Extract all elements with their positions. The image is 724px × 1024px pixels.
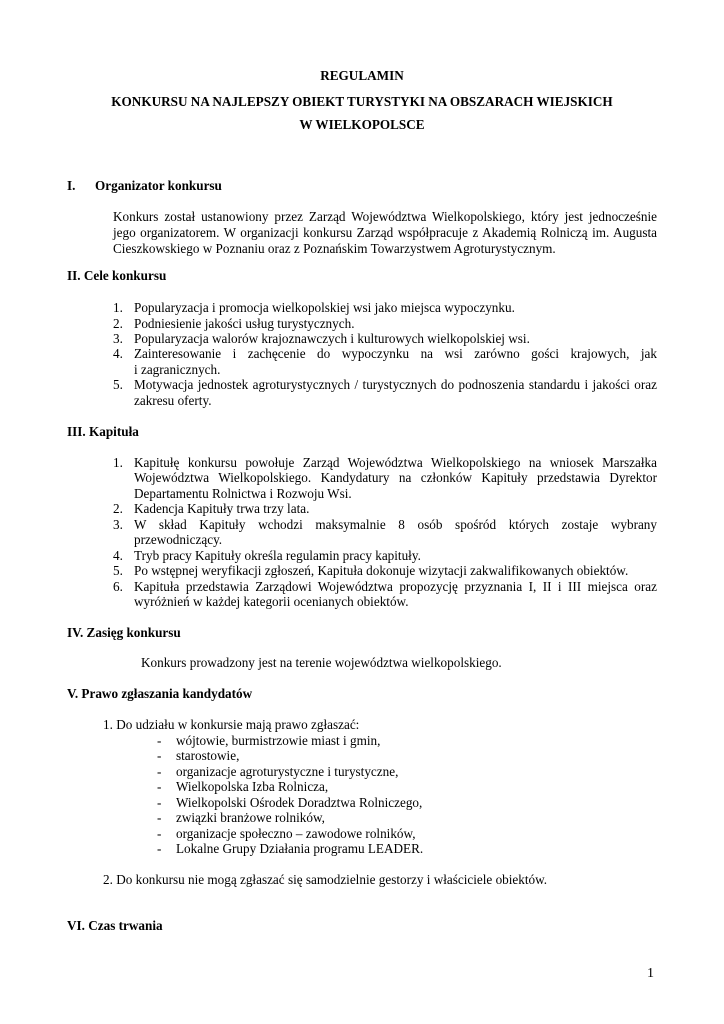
list-item-number: 5. [113,377,123,392]
section-4-heading: IV. Zasięg konkursu [67,625,181,640]
list-item-text: Popularyzacja i promocja wielkopolskiej wsi jako miejsca wypoczynku. [134,300,515,315]
section-5-heading: V. Prawo zgłaszania kandydatów [67,686,253,701]
section-1-para-line-3: Cieszkowskiego w Poznaniu oraz z Poznańskim Towarzystwem Agroturystycznym. [113,241,556,256]
list-item-number: 2. [113,316,123,331]
list-item-number: 4. [113,346,123,361]
dash-bullet: - [157,748,162,763]
list-item-text: przewodniczący. [134,532,223,547]
list-item-number: 2. [113,501,123,516]
list-item-text: Zainteresowanie i zachęcenie do wypoczynku na wsi zarówno gości krajowych, jak [134,346,657,361]
list-item-text: i zagranicznych. [134,362,221,377]
list-item-number: 3. [113,517,123,532]
list-item-text: Popularyzacja walorów krajoznawczych i kulturowych wielkopolskiej wsi. [134,331,530,346]
section-2-heading: II. Cele konkursu [67,268,167,283]
section-3-heading: III. Kapituła [67,424,139,439]
dash-bullet: - [157,764,162,779]
list-item-text: Departamentu Rolnictwa i Rozwoju Wsi. [134,486,352,501]
bullet-text: Wielkopolski Ośrodek Doradztwa Rolniczego, [176,795,423,810]
title-line-2: KONKURSU NA NAJLEPSZY OBIEKT TURYSTYKI NA OBSZARACH WIEJSKICH [111,94,613,109]
section-6-heading: VI. Czas trwania [67,918,163,933]
dash-bullet: - [157,826,162,841]
bullet-text: organizacje społeczno – zawodowe rolników, [176,826,416,841]
dash-bullet: - [157,841,162,856]
page-number: 1 [647,966,654,981]
section-1-heading: Organizator konkursu [95,178,222,193]
title-line-1: REGULAMIN [320,68,404,83]
bullet-text: starostowie, [176,748,240,763]
section-4-text: Konkurs prowadzony jest na terenie województwa wielkopolskiego. [141,655,502,670]
list-item-text: Tryb pracy Kapituły określa regulamin pracy kapituły. [134,548,421,563]
list-item-text: Kapituła przedstawia Zarządowi Województwa propozycję przyznania I, II i III miejsca oraz [134,579,657,594]
section-1-para-line-2: jego organizatorem. W organizacji konkursu Zarząd współpracuje z Akademią Rolniczą im. Augusta [113,225,657,240]
list-item-number: 6. [113,579,123,594]
bullet-text: Lokalne Grupy Działania programu LEADER. [176,841,424,856]
list-item-text: Motywacja jednostek agroturystycznych / turystycznych do podnoszenia standardu i jakości oraz [134,377,657,392]
section-1-para-line-1: Konkurs został ustanowiony przez Zarząd Województwa Wielkopolskiego, który jest jednocześnie [113,209,657,224]
list-item-number: 3. [113,331,123,346]
list-item-number: 1. [113,300,123,315]
list-item-text: zakresu oferty. [134,393,212,408]
bullet-text: związki branżowe rolników, [176,810,325,825]
section-1-number: I. [67,178,76,193]
dash-bullet: - [157,795,162,810]
list-item-text: Kapitułę konkursu powołuje Zarząd Województwa Wielkopolskiego na wniosek Marszałka [134,455,657,470]
list-item-text: Kadencja Kapituły trwa trzy lata. [134,501,310,516]
bullet-text: Wielkopolska Izba Rolnicza, [176,779,329,794]
bullet-text: wójtowie, burmistrzowie miast i gmin, [176,733,381,748]
list-item-text: Podniesienie jakości usług turystycznych. [134,316,355,331]
dash-bullet: - [157,779,162,794]
dash-bullet: - [157,810,162,825]
section-5-item-1: 1. Do udziału w konkursie mają prawo zgłaszać: [103,717,360,732]
list-item-number: 4. [113,548,123,563]
list-item-number: 5. [113,563,123,578]
bullet-text: organizacje agroturystyczne i turystyczne, [176,764,399,779]
list-item-text: W skład Kapituły wchodzi maksymalnie 8 osób spośród których zostaje wybrany [134,517,657,532]
title-line-3: W WIELKOPOLSCE [299,117,425,132]
dash-bullet: - [157,733,162,748]
section-5-item-2: 2. Do konkursu nie mogą zgłaszać się samodzielnie gestorzy i właściciele obiektów. [103,872,548,887]
list-item-text: wyróżnień w każdej kategorii ocenianych obiektów. [134,594,409,609]
list-item-number: 1. [113,455,123,470]
list-item-text: Województwa Wielkopolskiego. Kandydatury na członków Kapituły przedstawia Dyrektor [134,470,657,485]
list-item-text: Po wstępnej weryfikacji zgłoszeń, Kapituła dokonuje wizytacji zakwalifikowanych obiektów. [134,563,629,578]
